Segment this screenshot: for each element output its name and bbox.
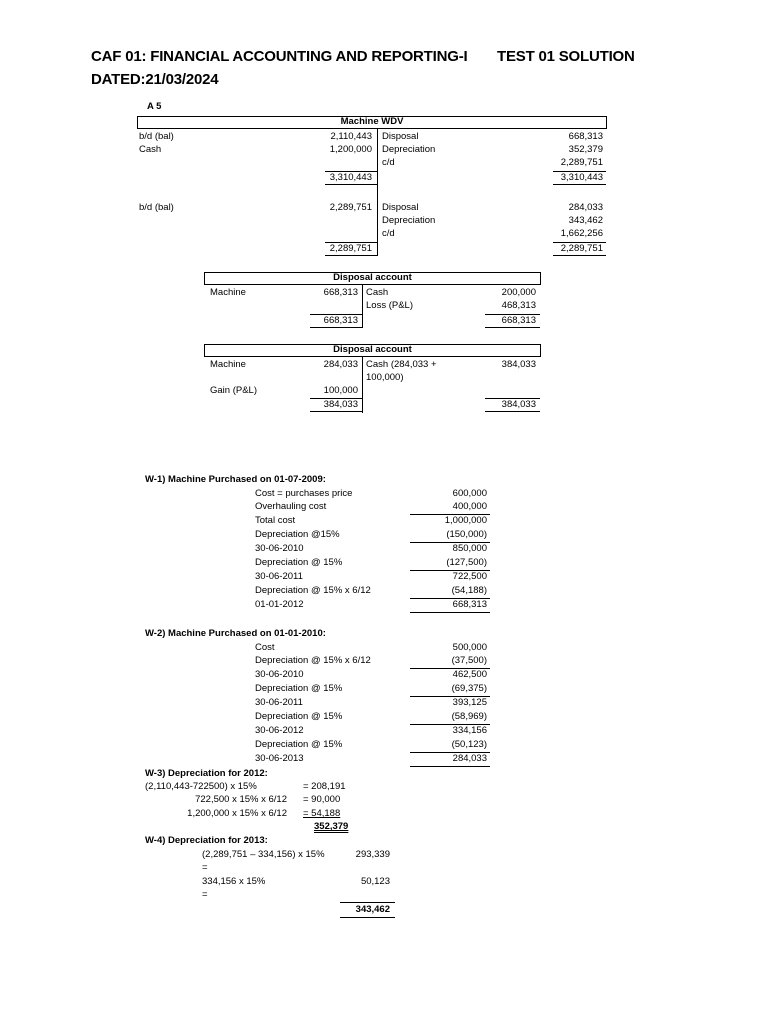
ledger-label-continued: 100,000): [366, 372, 404, 383]
ledger-total: 668,313: [323, 315, 358, 326]
working-label: 30-06-2012: [255, 725, 304, 736]
total-rule: [340, 902, 395, 903]
working-amount: 334,156: [452, 725, 487, 736]
working-amount: 600,000: [452, 488, 487, 499]
ledger-label: Cash: [366, 287, 389, 298]
working-amount: (54,188): [451, 585, 487, 596]
total-rule: [485, 411, 540, 412]
working-amount: (69,375): [451, 683, 487, 694]
total-rule: [553, 184, 606, 185]
working-label: Depreciation @ 15%: [255, 711, 343, 722]
working-label: Depreciation @15%: [255, 529, 340, 540]
ledger-amount: 200,000: [501, 287, 536, 298]
ledger-amount: 343,462: [568, 215, 603, 226]
working-total: 352,379: [314, 821, 349, 832]
working-amount: = 208,191: [303, 781, 346, 792]
working-label: 722,500 x 15% x 6/12: [195, 794, 287, 805]
ledger-amount: 2,289,751: [329, 202, 372, 213]
working-title: W-3) Depreciation for 2012:: [145, 768, 268, 779]
disposal-title: Disposal account: [333, 344, 412, 355]
t-account-divider: [377, 129, 378, 256]
working-amount: 50,123: [360, 876, 390, 887]
ledger-total: 3,310,443: [560, 172, 603, 183]
ledger-label: Disposal: [382, 131, 419, 142]
ledger-total: 384,033: [323, 399, 358, 410]
t-account-divider: [362, 357, 363, 413]
working-amount: 722,500: [452, 571, 487, 582]
ledger-amount: 284,033: [323, 359, 358, 370]
working-amount: = 90,000: [303, 794, 341, 805]
working-label: (2,289,751 – 334,156) x 15%: [202, 849, 325, 860]
ledger-total: 384,033: [501, 399, 536, 410]
ledger-label: Machine: [210, 359, 246, 370]
working-amount: (37,500): [451, 655, 487, 666]
ledger-total: 668,313: [501, 315, 536, 326]
ledger-label: Cash: [139, 144, 162, 155]
ledger-amount: 100,000: [323, 385, 358, 396]
working-amount: 393,125: [452, 697, 487, 708]
working-label: Depreciation @ 15%: [255, 739, 343, 750]
working-amount: (58,969): [451, 711, 487, 722]
working-label: Depreciation @ 15%: [255, 557, 343, 568]
working-amount: 293,339: [355, 849, 390, 860]
ledger-amount: 668,313: [568, 131, 603, 142]
ledger-amount: 284,033: [568, 202, 603, 213]
total-rule: [410, 612, 490, 613]
ledger-label: Depreciation: [382, 144, 436, 155]
working-title: W-4) Depreciation for 2013:: [145, 835, 268, 846]
ledger-label: Machine: [210, 287, 246, 298]
ledger-label: Gain (P&L): [210, 385, 257, 396]
ledger-amount: 2,289,751: [560, 157, 603, 168]
ledger-amount: 668,313: [323, 287, 358, 298]
total-rule: [485, 327, 540, 328]
working-label: 1,200,000 x 15% x 6/12: [187, 808, 287, 819]
ledger-label: b/d (bal): [139, 202, 174, 213]
ledger-total: 2,289,751: [560, 243, 603, 254]
ledger-label: Depreciation: [382, 215, 436, 226]
working-label: Depreciation @ 15% x 6/12: [255, 655, 371, 666]
ledger-amount: 1,200,000: [329, 144, 372, 155]
test-date: DATED:21/03/2024: [91, 71, 219, 88]
working-label: Overhauling cost: [255, 501, 327, 512]
ledger-amount: 468,313: [501, 300, 536, 311]
total-rule: [310, 327, 362, 328]
equals-sign: =: [202, 862, 208, 873]
working-amount: = 54,188: [303, 808, 341, 819]
ledger-amount: 352,379: [568, 144, 603, 155]
total-rule: [410, 766, 490, 767]
working-label: Depreciation @ 15% x 6/12: [255, 585, 371, 596]
ledger-label: Cash (284,033 +: [366, 359, 437, 370]
equals-sign: =: [202, 889, 208, 900]
working-amount: 462,500: [452, 669, 487, 680]
working-amount: 850,000: [452, 543, 487, 554]
working-amount: (150,000): [446, 529, 487, 540]
ledger-label: Loss (P&L): [366, 300, 413, 311]
working-label: 01-01-2012: [255, 599, 304, 610]
working-label: Total cost: [255, 515, 296, 526]
machine-wdv-title: Machine WDV: [340, 116, 404, 127]
total-rule: [325, 255, 377, 256]
t-account-divider: [362, 285, 363, 328]
working-label: (2,110,443-722500) x 15%: [145, 781, 257, 792]
working-label: 30-06-2010: [255, 543, 304, 554]
course-title: CAF 01: FINANCIAL ACCOUNTING AND REPORTING-I: [91, 48, 468, 65]
working-title: W-2) Machine Purchased on 01-01-2010:: [145, 628, 326, 639]
question-label: A 5: [147, 101, 162, 112]
working-total: 343,462: [355, 904, 390, 915]
total-rule: [340, 917, 395, 918]
ledger-total: 2,289,751: [329, 243, 372, 254]
working-label: 334,156 x 15%: [202, 876, 266, 887]
ledger-amount: 384,033: [501, 359, 536, 370]
working-label: 30-06-2011: [255, 571, 303, 582]
ledger-label: Disposal: [382, 202, 419, 213]
working-label: 30-06-2013: [255, 753, 304, 764]
disposal-title: Disposal account: [333, 272, 412, 283]
ledger-label: c/d: [382, 228, 395, 239]
total-rule: [553, 255, 606, 256]
working-amount: 668,313: [452, 599, 487, 610]
working-amount: (127,500): [446, 557, 487, 568]
working-label: Depreciation @ 15%: [255, 683, 343, 694]
ledger-amount: 2,110,443: [330, 131, 372, 142]
working-amount: 284,033: [452, 753, 487, 764]
working-label: 30-06-2011: [255, 697, 303, 708]
test-title: TEST 01 SOLUTION: [497, 48, 635, 65]
working-label: Cost = purchases price: [255, 488, 353, 499]
working-label: Cost: [255, 642, 275, 653]
total-rule: [325, 184, 377, 185]
ledger-label: b/d (bal): [139, 131, 174, 142]
working-amount: 400,000: [452, 501, 487, 512]
working-title: W-1) Machine Purchased on 01-07-2009:: [145, 474, 326, 485]
ledger-total: 3,310,443: [329, 172, 372, 183]
ledger-label: c/d: [382, 157, 395, 168]
working-amount: 500,000: [452, 642, 487, 653]
ledger-amount: 1,662,256: [560, 228, 603, 239]
working-amount: (50,123): [451, 739, 487, 750]
total-rule: [310, 411, 362, 412]
working-label: 30-06-2010: [255, 669, 304, 680]
working-amount: 1,000,000: [444, 515, 487, 526]
